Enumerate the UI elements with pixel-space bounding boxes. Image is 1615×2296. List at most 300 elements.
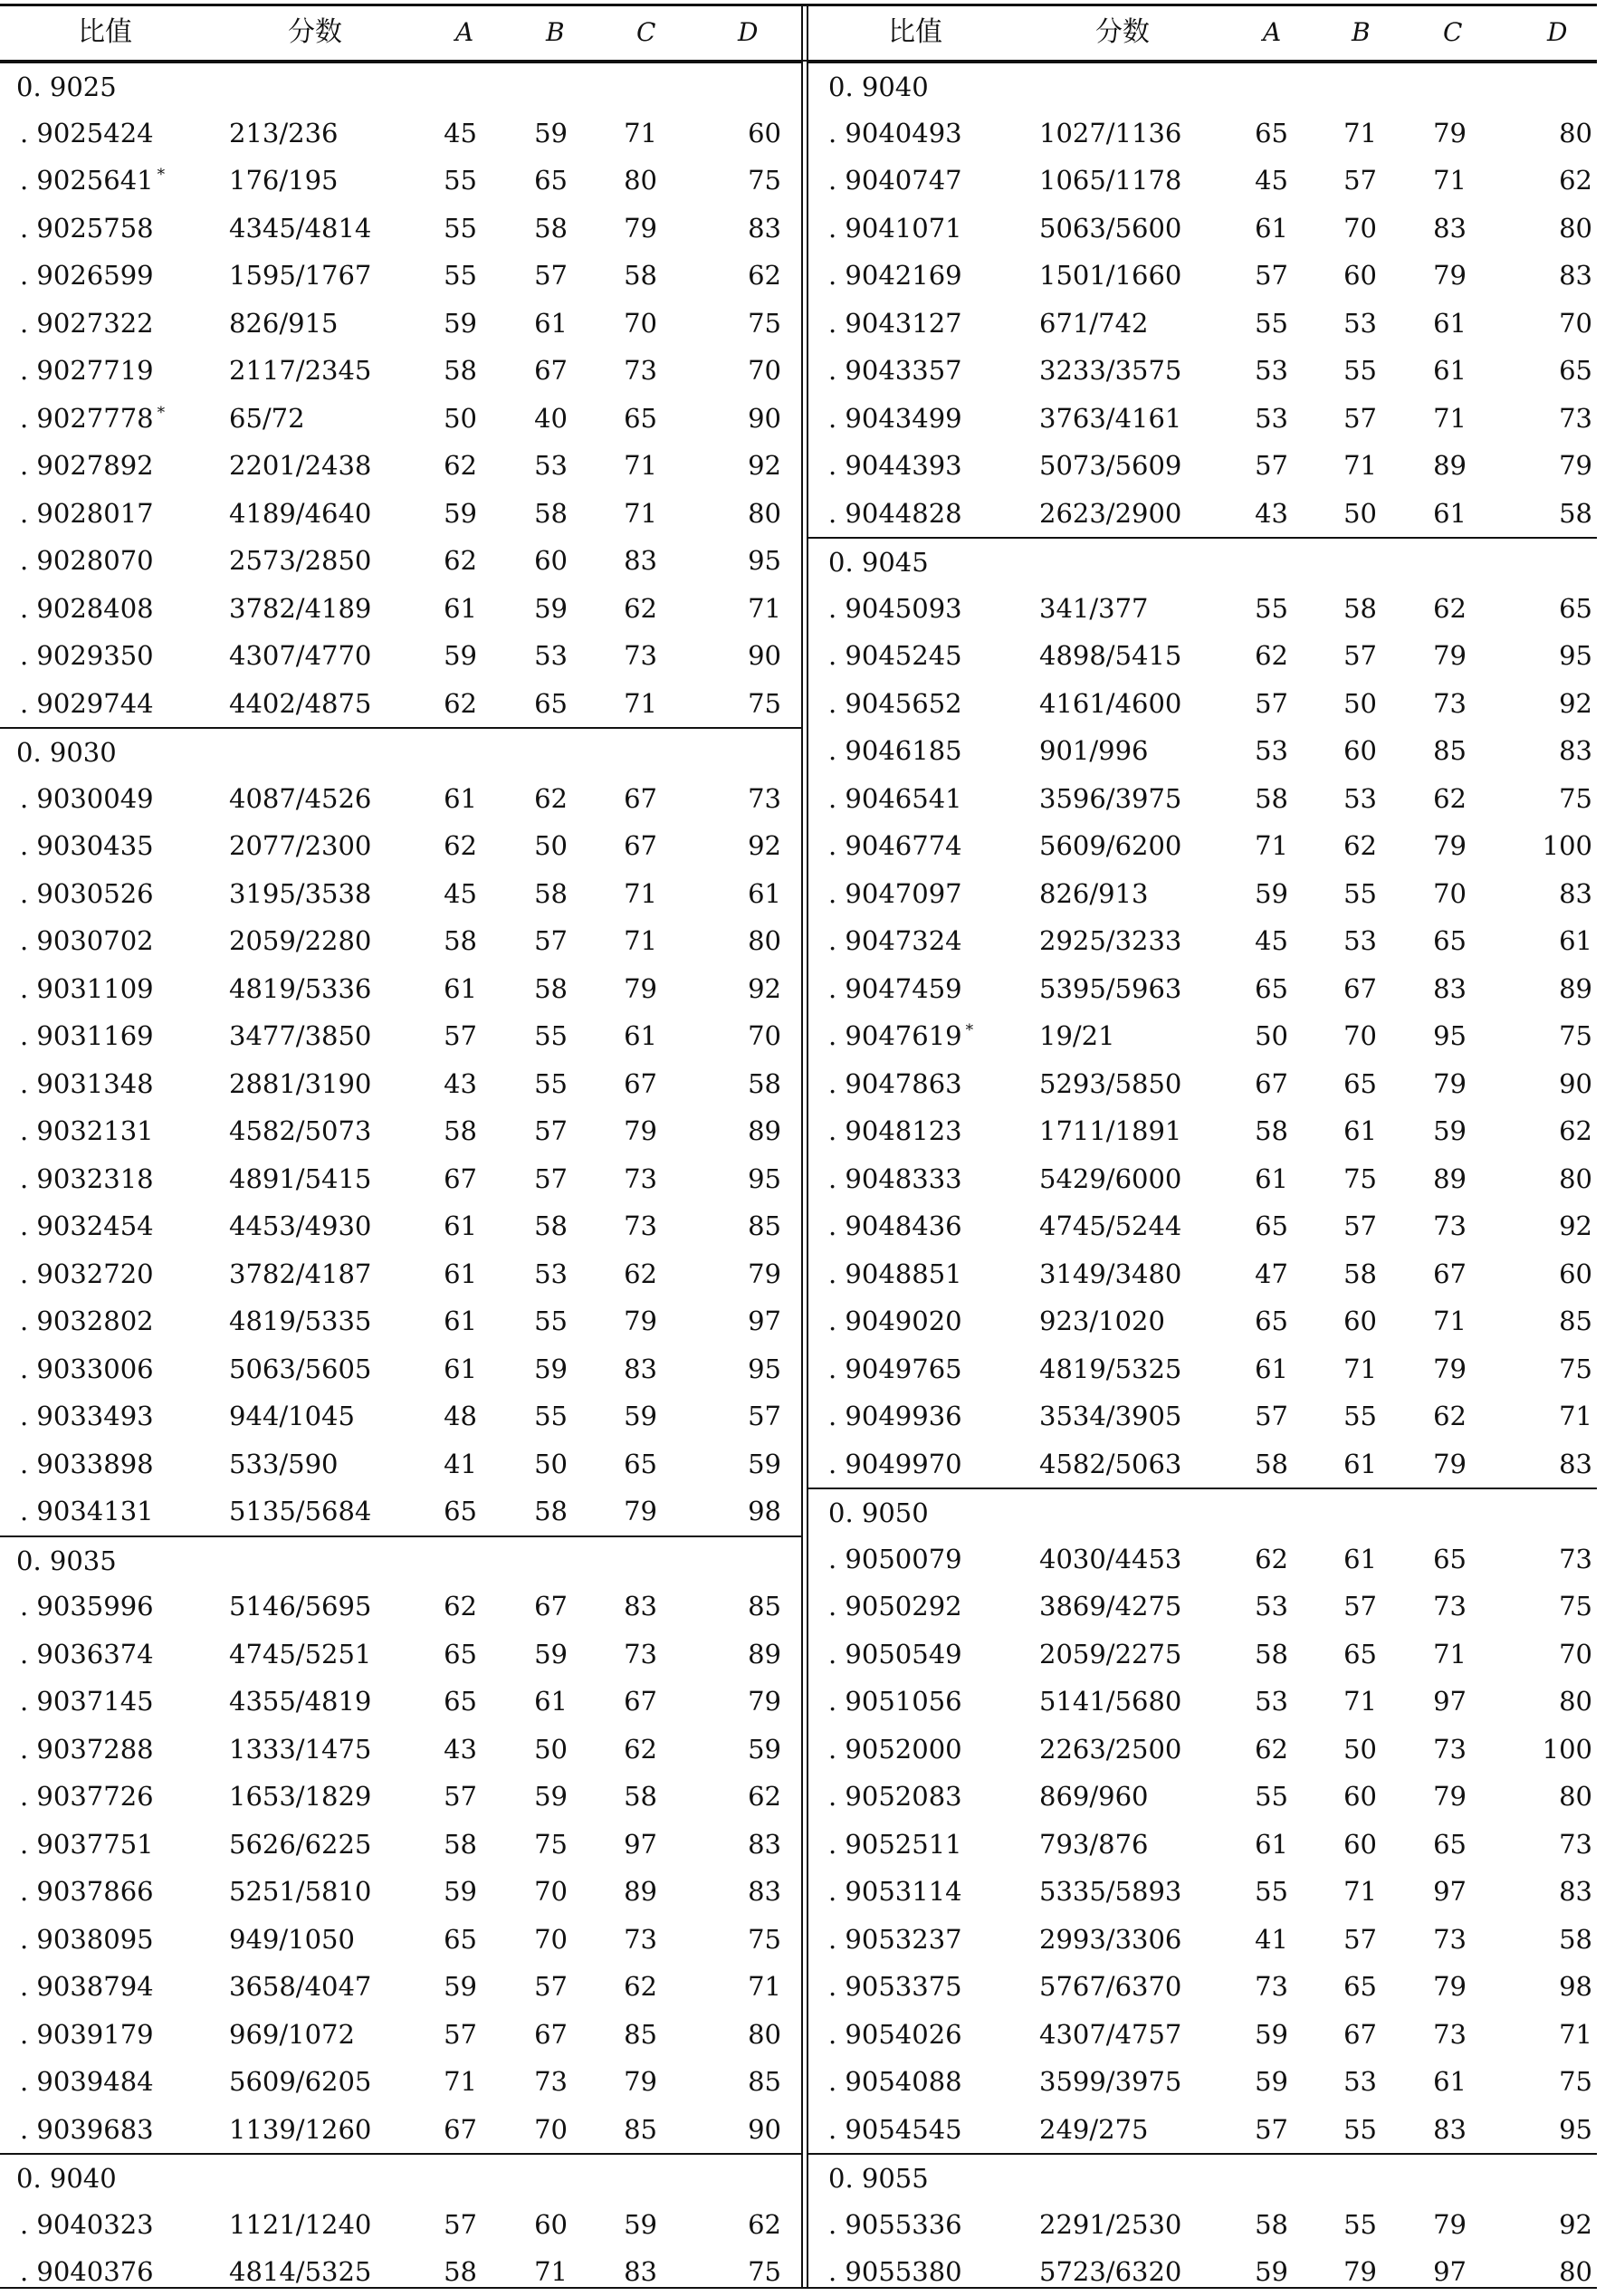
- score-b-cell: 75: [534, 1828, 568, 1860]
- score-b-cell: 70: [534, 2113, 568, 2145]
- score-a-cell: 61: [444, 1306, 477, 1336]
- ratio-value: . 9045245: [828, 640, 962, 671]
- score-d-cell: 61: [1559, 925, 1592, 956]
- table-row: [808, 490, 1597, 538]
- score-c-cell: 73: [1433, 1591, 1467, 1622]
- table-row: [808, 1868, 1597, 1916]
- score-c-cell: 89: [1433, 450, 1467, 481]
- score-c-cell: 95: [1433, 1020, 1467, 1051]
- ratio-cell: [828, 965, 962, 1013]
- score-a-cell: 65: [444, 1686, 477, 1717]
- score-b-cell: 71: [1343, 1876, 1377, 1907]
- ratio-cell: [828, 1155, 962, 1203]
- score-b-cell: 53: [1343, 782, 1377, 814]
- fraction-cell: 1595/1767: [229, 260, 372, 291]
- score-d-cell: 90: [748, 640, 781, 671]
- score-d-cell: 90: [1559, 1067, 1592, 1099]
- table-row: [808, 1963, 1597, 2011]
- ratio-value: . 9039179: [20, 2018, 154, 2050]
- score-d-cell: 60: [1559, 1258, 1592, 1289]
- score-c-cell: 65: [624, 402, 657, 434]
- score-a-cell: 48: [444, 1401, 477, 1431]
- table-row: [808, 727, 1597, 775]
- ratio-cell: [828, 300, 962, 348]
- score-a-cell: 45: [1255, 925, 1288, 956]
- table-row: [0, 1202, 801, 1250]
- score-c-cell: 73: [624, 1923, 657, 1955]
- score-c-cell: 71: [1433, 165, 1467, 196]
- fraction-cell: 5073/5609: [1039, 450, 1182, 481]
- group-header-row: [0, 2153, 801, 2203]
- ratio-cell: [828, 727, 962, 775]
- ratio-cell: [828, 1060, 962, 1108]
- table-row: [0, 1345, 801, 1393]
- score-d-cell: 83: [1559, 1448, 1592, 1479]
- score-d-cell: 71: [1559, 2018, 1592, 2050]
- table-row: [0, 1821, 801, 1869]
- right-header-fraction: 分数: [1095, 16, 1150, 48]
- fraction-cell: 2059/2275: [1039, 1638, 1182, 1669]
- fraction-cell: 5723/6320: [1039, 2256, 1182, 2287]
- score-c-cell: 62: [1433, 1401, 1467, 1431]
- column-divider-left: [801, 4, 803, 2289]
- fraction-cell: 4453/4930: [229, 1210, 372, 1241]
- fraction-cell: 4582/5063: [1039, 1448, 1182, 1479]
- score-b-cell: 50: [534, 1448, 568, 1479]
- score-d-cell: 62: [1559, 165, 1592, 196]
- ratio-value: . 9049765: [828, 1353, 962, 1384]
- ratio-value: . 9039484: [20, 2066, 154, 2097]
- score-d-cell: 61: [748, 877, 781, 909]
- table-row: [0, 2201, 801, 2249]
- score-a-cell: 62: [444, 450, 477, 481]
- ratio-cell: [20, 2106, 154, 2154]
- fraction-cell: 5063/5605: [229, 1353, 372, 1384]
- table-row: [808, 2058, 1597, 2106]
- ratio-value: . 9045652: [828, 687, 962, 719]
- ratio-cell: [20, 822, 154, 870]
- score-a-cell: 43: [444, 1733, 477, 1765]
- score-a-cell: 55: [444, 260, 477, 291]
- score-d-cell: 75: [1559, 1020, 1592, 1051]
- score-b-cell: 70: [534, 1876, 568, 1907]
- ratio-value: . 9040493: [828, 117, 962, 148]
- ratio-value: . 9037866: [20, 1876, 154, 1907]
- score-d-cell: 80: [748, 925, 781, 956]
- fraction-cell: 1653/1829: [229, 1781, 372, 1812]
- ratio-value: . 9028408: [20, 592, 154, 624]
- score-a-cell: 67: [1255, 1067, 1288, 1099]
- ratio-value: . 9037288: [20, 1733, 154, 1765]
- score-d-cell: 73: [1559, 1828, 1592, 1860]
- score-b-cell: 55: [1343, 1401, 1377, 1431]
- group-header-row: [0, 727, 801, 777]
- fraction-cell: 4307/4757: [1039, 2018, 1182, 2050]
- score-b-cell: 50: [1343, 687, 1377, 719]
- ratio-value: . 9046185: [828, 735, 962, 766]
- score-a-cell: 53: [1255, 355, 1288, 386]
- ratio-cell: [828, 1535, 962, 1583]
- score-c-cell: 79: [1433, 830, 1467, 861]
- ratio-cell: [20, 205, 154, 253]
- fraction-cell: 4355/4819: [229, 1686, 372, 1717]
- score-a-cell: 59: [444, 1876, 477, 1907]
- score-a-cell: 65: [444, 1496, 477, 1526]
- score-b-cell: 60: [1343, 1781, 1377, 1812]
- score-d-cell: 75: [748, 307, 781, 339]
- table-row: [808, 2106, 1597, 2154]
- fraction-cell: 3599/3975: [1039, 2066, 1182, 2097]
- ratio-cell: [828, 1868, 962, 1916]
- score-d-cell: 80: [1559, 212, 1592, 244]
- score-a-cell: 58: [444, 925, 477, 956]
- group-label: 0. 9050: [828, 1497, 929, 1528]
- score-a-cell: 58: [1255, 2208, 1288, 2240]
- fraction-cell: 3782/4189: [229, 592, 372, 624]
- score-d-cell: 80: [1559, 1686, 1592, 1717]
- ratio-value: . 9050292: [828, 1591, 962, 1622]
- score-c-cell: 61: [1433, 497, 1467, 529]
- score-c-cell: 71: [1433, 1306, 1467, 1336]
- group-label: 0. 9040: [16, 2163, 117, 2194]
- score-b-cell: 55: [1343, 877, 1377, 909]
- ratio-cell: [20, 2201, 154, 2249]
- ratio-value: . 9049936: [828, 1401, 962, 1431]
- left-header-c: C: [636, 17, 656, 47]
- fraction-cell: 2201/2438: [229, 450, 372, 481]
- score-b-cell: 71: [1343, 117, 1377, 148]
- score-c-cell: 71: [624, 497, 657, 529]
- score-d-cell: 98: [748, 1496, 781, 1526]
- score-d-cell: 89: [748, 1115, 781, 1146]
- table-row: [0, 1440, 801, 1488]
- score-c-cell: 83: [1433, 2113, 1467, 2145]
- score-b-cell: 71: [534, 2256, 568, 2287]
- score-a-cell: 61: [1255, 1353, 1288, 1384]
- score-c-cell: 58: [624, 1781, 657, 1812]
- table-row: [0, 1488, 801, 1535]
- ratio-value: . 9043127: [828, 307, 962, 339]
- score-b-cell: 57: [534, 925, 568, 956]
- score-a-cell: 65: [444, 1923, 477, 1955]
- fraction-cell: 4189/4640: [229, 497, 372, 529]
- ratio-cell: [828, 775, 962, 823]
- score-d-cell: 79: [748, 1686, 781, 1717]
- score-d-cell: 59: [748, 1733, 781, 1765]
- ratio-value: . 9037726: [20, 1781, 154, 1812]
- score-d-cell: 89: [1559, 972, 1592, 1004]
- ratio-value: . 9037145: [20, 1686, 154, 1717]
- score-a-cell: 59: [444, 307, 477, 339]
- score-d-cell: 95: [748, 545, 781, 576]
- score-c-cell: 79: [624, 1115, 657, 1146]
- score-c-cell: 58: [624, 260, 657, 291]
- ratio-cell: [20, 1583, 154, 1631]
- ratio-value: . 9049970: [828, 1448, 962, 1479]
- table-row: [808, 1202, 1597, 1250]
- score-c-cell: 83: [624, 1353, 657, 1384]
- ratio-cell: [828, 1202, 962, 1250]
- ratio-value: . 9053375: [828, 1971, 962, 2002]
- right-header-d: D: [1547, 17, 1568, 47]
- ratio-cell: [20, 1250, 154, 1298]
- table-row: [0, 490, 801, 538]
- ratio-value: . 9025641: [20, 165, 154, 196]
- score-b-cell: 61: [534, 1686, 568, 1717]
- ratio-cell: [828, 395, 962, 443]
- table-row: [0, 1250, 801, 1298]
- fraction-cell: 2623/2900: [1039, 497, 1182, 529]
- score-a-cell: 62: [1255, 1543, 1288, 1574]
- table-row: [808, 395, 1597, 443]
- ratio-value: . 9046774: [828, 830, 962, 861]
- score-b-cell: 55: [534, 1020, 568, 1051]
- fraction-cell: 2993/3306: [1039, 1923, 1182, 1955]
- ratio-cell: [828, 870, 962, 918]
- score-c-cell: 83: [1433, 212, 1467, 244]
- table-row: [0, 917, 801, 965]
- score-b-cell: 57: [1343, 402, 1377, 434]
- score-a-cell: 47: [1255, 1258, 1288, 1289]
- fraction-cell: 249/275: [1039, 2113, 1149, 2145]
- group-header-row: [808, 537, 1597, 587]
- score-c-cell: 67: [624, 782, 657, 814]
- score-a-cell: 59: [1255, 2018, 1288, 2050]
- ratio-cell: [828, 252, 962, 300]
- fraction-cell: 923/1020: [1039, 1306, 1165, 1336]
- table-row: [808, 632, 1597, 680]
- fraction-cell: 2059/2280: [229, 925, 372, 956]
- score-c-cell: 73: [624, 355, 657, 386]
- ratio-value: . 9046541: [828, 782, 962, 814]
- score-b-cell: 53: [534, 1258, 568, 1289]
- score-b-cell: 60: [1343, 260, 1377, 291]
- score-a-cell: 57: [444, 2208, 477, 2240]
- table-row: [808, 347, 1597, 395]
- score-b-cell: 55: [1343, 355, 1377, 386]
- ratio-cell: [828, 2011, 962, 2059]
- ratio-cell: [20, 1440, 154, 1488]
- score-a-cell: 65: [1255, 972, 1288, 1004]
- score-c-cell: 67: [624, 1686, 657, 1717]
- ratio-value: . 9029350: [20, 640, 154, 671]
- score-d-cell: 62: [748, 2208, 781, 2240]
- right-header-row: [808, 5, 1597, 60]
- ratio-cell: [828, 1631, 962, 1679]
- table-row: [0, 1155, 801, 1203]
- ratio-cell: [828, 822, 962, 870]
- table-row: [0, 537, 801, 585]
- ratio-cell: [20, 1202, 154, 1250]
- score-a-cell: 61: [444, 972, 477, 1004]
- ratio-cell: [20, 442, 154, 490]
- ratio-cell: [828, 1583, 962, 1631]
- ratio-cell: [828, 157, 962, 205]
- ratio-value: . 9031109: [20, 972, 154, 1004]
- fraction-cell: 4745/5251: [229, 1638, 372, 1669]
- score-c-cell: 79: [1433, 260, 1467, 291]
- fraction-cell: 65/72: [229, 402, 305, 434]
- score-c-cell: 79: [624, 2066, 657, 2097]
- fraction-cell: 3149/3480: [1039, 1258, 1182, 1289]
- score-b-cell: 57: [1343, 1591, 1377, 1622]
- score-b-cell: 57: [1343, 640, 1377, 671]
- fraction-cell: 3596/3975: [1039, 782, 1182, 814]
- group-label: 0. 9045: [828, 547, 929, 578]
- fraction-cell: 5146/5695: [229, 1591, 372, 1622]
- score-d-cell: 59: [748, 1448, 781, 1479]
- table-row: [0, 1297, 801, 1345]
- score-a-cell: 59: [444, 497, 477, 529]
- score-b-cell: 75: [1343, 1162, 1377, 1194]
- fraction-cell: 4402/4875: [229, 687, 372, 719]
- score-c-cell: 83: [624, 1591, 657, 1622]
- fraction-cell: 5141/5680: [1039, 1686, 1182, 1717]
- score-a-cell: 62: [444, 1591, 477, 1622]
- table-row: [0, 2248, 801, 2296]
- ratio-cell: [20, 1963, 154, 2011]
- table-row: [808, 585, 1597, 633]
- score-d-cell: 80: [1559, 1781, 1592, 1812]
- table-row: [808, 822, 1597, 870]
- ratio-value: . 9039683: [20, 2113, 154, 2145]
- ratio-value: . 9040376: [20, 2256, 154, 2287]
- score-d-cell: 71: [748, 592, 781, 624]
- score-c-cell: 73: [624, 640, 657, 671]
- score-b-cell: 70: [534, 1923, 568, 1955]
- score-b-cell: 55: [534, 1067, 568, 1099]
- table-row: [0, 1107, 801, 1155]
- score-b-cell: 55: [534, 1306, 568, 1336]
- score-c-cell: 62: [1433, 782, 1467, 814]
- ratio-cell: [20, 300, 154, 348]
- score-c-cell: 71: [1433, 1638, 1467, 1669]
- ratio-value: . 9051056: [828, 1686, 962, 1717]
- table-row: [808, 775, 1597, 823]
- score-d-cell: 90: [748, 402, 781, 434]
- score-a-cell: 71: [444, 2066, 477, 2097]
- fraction-cell: 4814/5325: [229, 2256, 372, 2287]
- ratio-value: . 9053114: [828, 1876, 962, 1907]
- table-row: [808, 1107, 1597, 1155]
- score-c-cell: 73: [1433, 1210, 1467, 1241]
- fraction-cell: 533/590: [229, 1448, 339, 1479]
- score-d-cell: 79: [748, 1258, 781, 1289]
- score-b-cell: 55: [534, 1401, 568, 1431]
- ratio-value: . 9037751: [20, 1828, 154, 1860]
- score-d-cell: 75: [748, 2256, 781, 2287]
- score-d-cell: 75: [748, 687, 781, 719]
- table-row: [0, 2011, 801, 2059]
- score-b-cell: 73: [534, 2066, 568, 2097]
- ratio-cell: [828, 2106, 962, 2154]
- fraction-cell: 4345/4814: [229, 212, 372, 244]
- ratio-cell: [20, 2011, 154, 2059]
- score-b-cell: 57: [1343, 165, 1377, 196]
- score-a-cell: 41: [444, 1448, 477, 1479]
- ratio-cell: [20, 1012, 154, 1060]
- score-d-cell: 92: [1559, 2208, 1592, 2240]
- table-row: [808, 1012, 1597, 1060]
- fraction-cell: 5429/6000: [1039, 1162, 1182, 1194]
- score-c-cell: 71: [624, 450, 657, 481]
- fraction-cell: 2925/3233: [1039, 925, 1182, 956]
- table-row: [808, 1345, 1597, 1393]
- fraction-cell: 5293/5850: [1039, 1067, 1182, 1099]
- score-c-cell: 73: [1433, 1923, 1467, 1955]
- table-row: [808, 1916, 1597, 1964]
- score-a-cell: 57: [444, 2018, 477, 2050]
- fraction-cell: 5626/6225: [229, 1828, 372, 1860]
- score-d-cell: 92: [748, 972, 781, 1004]
- score-a-cell: 67: [444, 2113, 477, 2145]
- score-a-cell: 62: [1255, 640, 1288, 671]
- ratio-cell: [20, 1773, 154, 1821]
- ratio-value: . 9028070: [20, 545, 154, 576]
- score-c-cell: 73: [1433, 687, 1467, 719]
- score-d-cell: 85: [748, 1591, 781, 1622]
- score-d-cell: 58: [1559, 1923, 1592, 1955]
- ratio-value: . 9032131: [20, 1115, 154, 1146]
- score-a-cell: 61: [1255, 1828, 1288, 1860]
- score-c-cell: 89: [1433, 1162, 1467, 1194]
- score-b-cell: 58: [534, 212, 568, 244]
- fraction-cell: 5335/5893: [1039, 1876, 1182, 1907]
- score-a-cell: 57: [1255, 260, 1288, 291]
- ratio-value: . 9047619: [828, 1020, 962, 1051]
- ratio-cell: [20, 1868, 154, 1916]
- score-c-cell: 71: [624, 117, 657, 148]
- table-row: [808, 1060, 1597, 1108]
- fraction-cell: 826/913: [1039, 877, 1149, 909]
- fraction-cell: 4819/5336: [229, 972, 372, 1004]
- score-a-cell: 61: [444, 782, 477, 814]
- fraction-cell: 3195/3538: [229, 877, 372, 909]
- fraction-cell: 793/876: [1039, 1828, 1149, 1860]
- fraction-cell: 2263/2500: [1039, 1733, 1182, 1765]
- score-c-cell: 70: [624, 307, 657, 339]
- fraction-cell: 3782/4187: [229, 1258, 372, 1289]
- table-row: [0, 870, 801, 918]
- score-d-cell: 83: [1559, 260, 1592, 291]
- table-row: [0, 1963, 801, 2011]
- score-d-cell: 95: [748, 1353, 781, 1384]
- left-header-fraction: 分数: [288, 16, 342, 48]
- table-row: [0, 157, 801, 205]
- ratio-value: . 9027322: [20, 307, 154, 339]
- score-c-cell: 73: [624, 1638, 657, 1669]
- ratio-cell: [828, 2248, 962, 2296]
- ratio-value: . 9055380: [828, 2256, 962, 2287]
- table-row: [808, 2011, 1597, 2059]
- score-d-cell: 62: [748, 1781, 781, 1812]
- score-d-cell: 75: [1559, 782, 1592, 814]
- ratio-cell: [828, 1297, 962, 1345]
- fraction-cell: 1121/1240: [229, 2208, 372, 2240]
- ratio-value: . 9055336: [828, 2208, 962, 2240]
- score-a-cell: 57: [444, 1020, 477, 1051]
- fraction-cell: 341/377: [1039, 592, 1149, 624]
- table-row: [808, 1297, 1597, 1345]
- ratio-value: . 9026599: [20, 260, 154, 291]
- group-label: 0. 9030: [16, 737, 117, 768]
- score-b-cell: 59: [534, 1638, 568, 1669]
- score-d-cell: 70: [1559, 1638, 1592, 1669]
- score-c-cell: 73: [1433, 2018, 1467, 2050]
- fraction-cell: 3233/3575: [1039, 355, 1182, 386]
- table-row: [808, 1535, 1597, 1583]
- score-c-cell: 97: [1433, 1876, 1467, 1907]
